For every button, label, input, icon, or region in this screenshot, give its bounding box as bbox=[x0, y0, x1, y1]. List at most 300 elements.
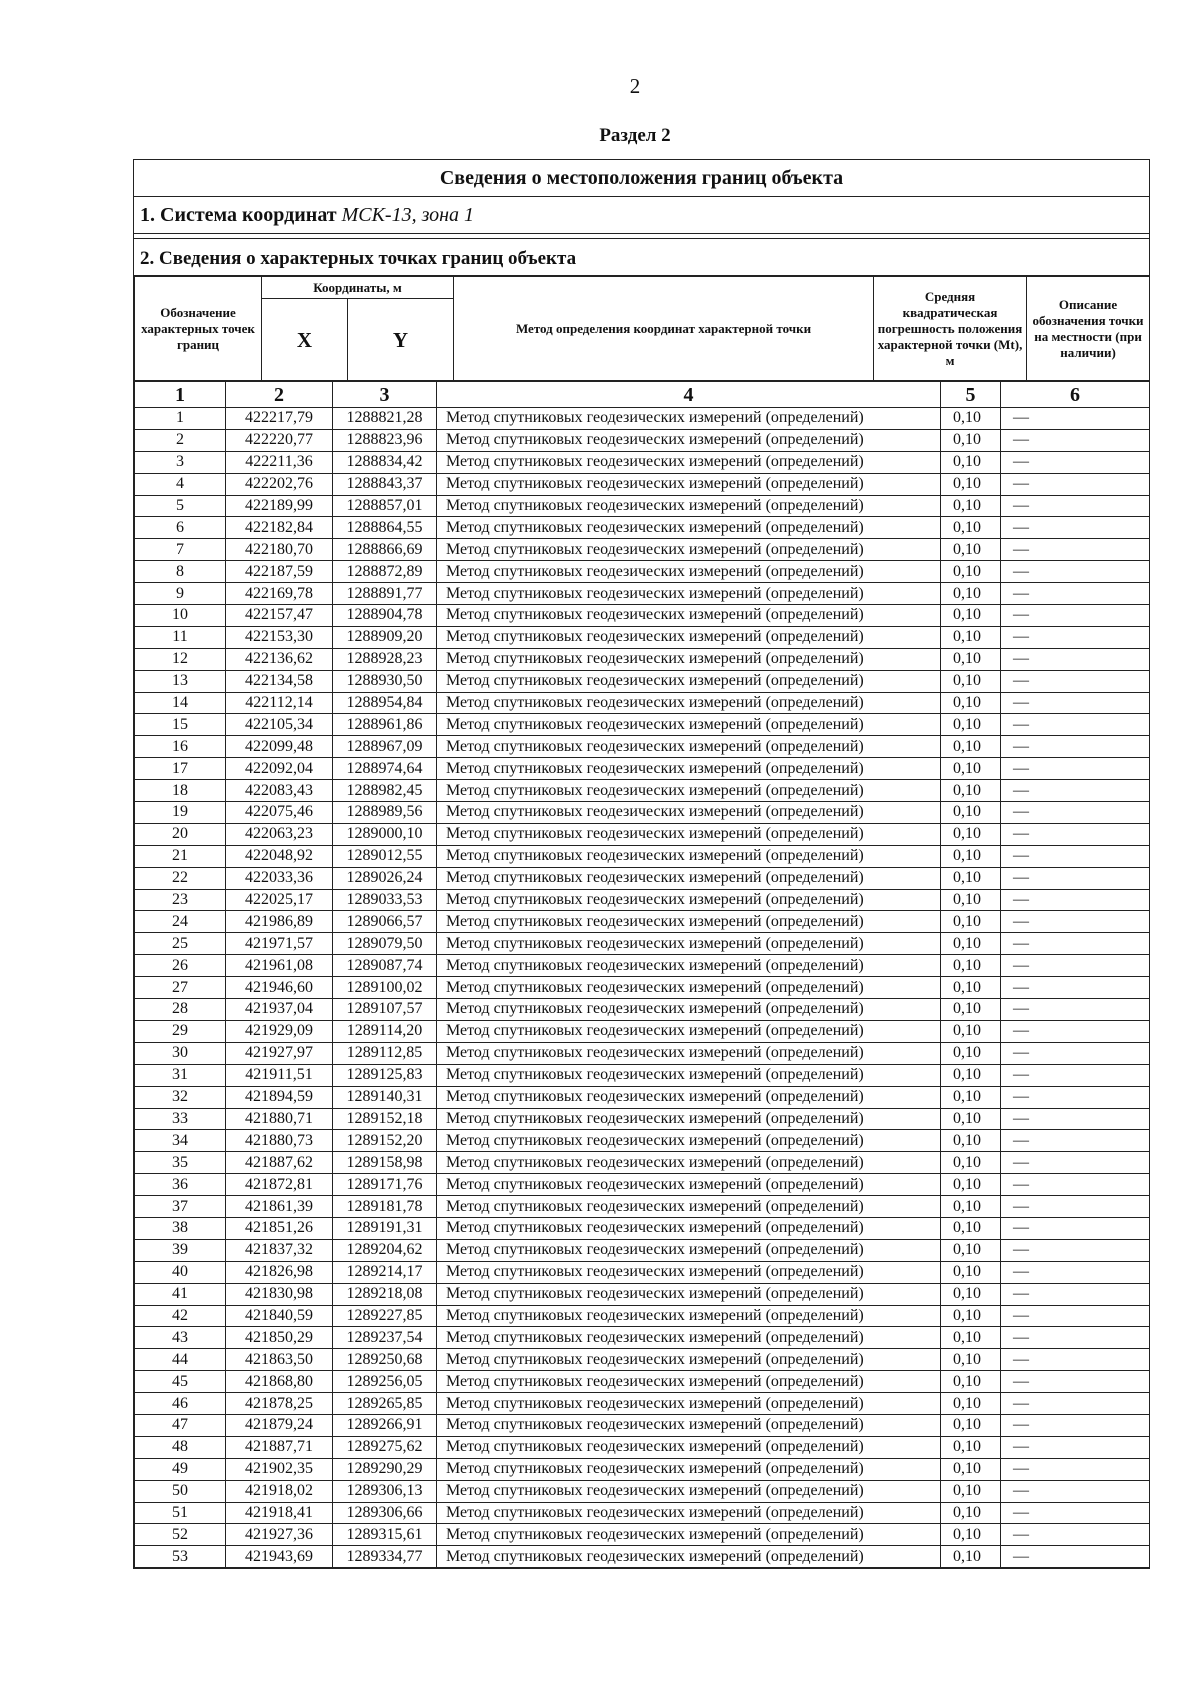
coord-x: 422220,77 bbox=[226, 429, 333, 451]
point-number: 36 bbox=[135, 1174, 226, 1196]
accuracy-cell: 0,10 bbox=[941, 1042, 1001, 1064]
coord-x: 421946,60 bbox=[226, 977, 333, 999]
method-cell: Метод спутниковых геодезических измерений (определений) bbox=[437, 1327, 941, 1349]
method-cell: Метод спутниковых геодезических измерений (определений) bbox=[437, 1064, 941, 1086]
method-cell: Метод спутниковых геодезических измерений (определений) bbox=[437, 1196, 941, 1218]
point-number: 35 bbox=[135, 1152, 226, 1174]
method-cell: Метод спутниковых геодезических измерений (определений) bbox=[437, 408, 941, 430]
accuracy-cell: 0,10 bbox=[941, 1239, 1001, 1261]
coord-y: 1289107,57 bbox=[333, 999, 437, 1021]
method-cell: Метод спутниковых геодезических измерений (определений) bbox=[437, 561, 941, 583]
description-cell: — bbox=[1001, 714, 1150, 736]
coord-x: 421929,09 bbox=[226, 1020, 333, 1042]
coord-y: 1289265,85 bbox=[333, 1393, 437, 1415]
description-cell: — bbox=[1001, 583, 1150, 605]
coord-y: 1289227,85 bbox=[333, 1305, 437, 1327]
method-cell: Метод спутниковых геодезических измерений (определений) bbox=[437, 1393, 941, 1415]
coord-y: 1288821,28 bbox=[333, 408, 437, 430]
point-number: 52 bbox=[135, 1524, 226, 1546]
description-cell: — bbox=[1001, 670, 1150, 692]
header-designation: Обозначение характерных точек границ bbox=[135, 277, 262, 381]
coord-y: 1288891,77 bbox=[333, 583, 437, 605]
point-number: 3 bbox=[135, 451, 226, 473]
method-cell: Метод спутниковых геодезических измерений (определений) bbox=[437, 1108, 941, 1130]
coord-x: 421878,25 bbox=[226, 1393, 333, 1415]
coord-x: 422211,36 bbox=[226, 451, 333, 473]
coord-x: 422189,99 bbox=[226, 495, 333, 517]
point-number: 51 bbox=[135, 1502, 226, 1524]
coord-x: 421961,08 bbox=[226, 955, 333, 977]
point-number: 6 bbox=[135, 517, 226, 539]
coord-y: 1288872,89 bbox=[333, 561, 437, 583]
coord-x: 421894,59 bbox=[226, 1086, 333, 1108]
coord-y: 1288989,56 bbox=[333, 802, 437, 824]
coord-x: 421826,98 bbox=[226, 1261, 333, 1283]
coord-x: 421902,35 bbox=[226, 1458, 333, 1480]
description-cell: — bbox=[1001, 495, 1150, 517]
accuracy-cell: 0,10 bbox=[941, 1327, 1001, 1349]
method-cell: Метод спутниковых геодезических измерений (определений) bbox=[437, 1305, 941, 1327]
accuracy-cell: 0,10 bbox=[941, 780, 1001, 802]
table-row bbox=[135, 561, 1150, 583]
description-cell: — bbox=[1001, 605, 1150, 627]
table-row bbox=[135, 648, 1150, 670]
method-cell: Метод спутниковых геодезических измерений (определений) bbox=[437, 911, 941, 933]
coord-y: 1289237,54 bbox=[333, 1327, 437, 1349]
coord-x: 422134,58 bbox=[226, 670, 333, 692]
col-number: 5 bbox=[941, 382, 1001, 408]
accuracy-cell: 0,10 bbox=[941, 626, 1001, 648]
coord-x: 421850,29 bbox=[226, 1327, 333, 1349]
method-cell: Метод спутниковых геодезических измерений (определений) bbox=[437, 977, 941, 999]
description-cell: — bbox=[1001, 473, 1150, 495]
coord-x: 422033,36 bbox=[226, 867, 333, 889]
table-row bbox=[135, 1152, 1150, 1174]
coord-y: 1288904,78 bbox=[333, 605, 437, 627]
coord-y: 1289112,85 bbox=[333, 1042, 437, 1064]
method-cell: Метод спутниковых геодезических измерений (определений) bbox=[437, 1086, 941, 1108]
table-row bbox=[135, 1502, 1150, 1524]
header-accuracy: Средняя квадратическая погрешность положения характерной точки (Mt), м bbox=[874, 277, 1027, 381]
method-cell: Метод спутниковых геодезических измерений (определений) bbox=[437, 1546, 941, 1568]
coord-y: 1288930,50 bbox=[333, 670, 437, 692]
description-cell: — bbox=[1001, 1261, 1150, 1283]
coord-x: 422099,48 bbox=[226, 736, 333, 758]
method-cell: Метод спутниковых геодезических измерений (определений) bbox=[437, 736, 941, 758]
header-coordinates: Координаты, м bbox=[262, 277, 454, 299]
point-number: 25 bbox=[135, 933, 226, 955]
method-cell: Метод спутниковых геодезических измерений (определений) bbox=[437, 867, 941, 889]
description-cell: — bbox=[1001, 1546, 1150, 1568]
description-cell: — bbox=[1001, 999, 1150, 1021]
coord-x: 421851,26 bbox=[226, 1217, 333, 1239]
table-row bbox=[135, 1239, 1150, 1261]
accuracy-cell: 0,10 bbox=[941, 1196, 1001, 1218]
coord-y: 1289218,08 bbox=[333, 1283, 437, 1305]
method-cell: Метод спутниковых геодезических измерений (определений) bbox=[437, 473, 941, 495]
point-number: 43 bbox=[135, 1327, 226, 1349]
table-row bbox=[135, 1130, 1150, 1152]
coord-y: 1288909,20 bbox=[333, 626, 437, 648]
method-cell: Метод спутниковых геодезических измерений (определений) bbox=[437, 1458, 941, 1480]
coord-y: 1289152,18 bbox=[333, 1108, 437, 1130]
table-row bbox=[135, 911, 1150, 933]
description-cell: — bbox=[1001, 1458, 1150, 1480]
accuracy-cell: 0,10 bbox=[941, 845, 1001, 867]
coord-x: 421971,57 bbox=[226, 933, 333, 955]
accuracy-cell: 0,10 bbox=[941, 429, 1001, 451]
coord-y: 1288834,42 bbox=[333, 451, 437, 473]
table-row bbox=[135, 1064, 1150, 1086]
table-row bbox=[135, 977, 1150, 999]
description-cell: — bbox=[1001, 1349, 1150, 1371]
coord-y: 1288864,55 bbox=[333, 517, 437, 539]
method-cell: Метод спутниковых геодезических измерений (определений) bbox=[437, 955, 941, 977]
table-row bbox=[135, 1436, 1150, 1458]
page-number: 2 bbox=[629, 74, 641, 98]
table-row bbox=[135, 1480, 1150, 1502]
method-cell: Метод спутниковых геодезических измерений (определений) bbox=[437, 1349, 941, 1371]
method-cell: Метод спутниковых геодезических измерений (определений) bbox=[437, 429, 941, 451]
description-cell: — bbox=[1001, 451, 1150, 473]
point-number: 20 bbox=[135, 823, 226, 845]
accuracy-cell: 0,10 bbox=[941, 1108, 1001, 1130]
accuracy-cell: 0,10 bbox=[941, 473, 1001, 495]
method-cell: Метод спутниковых геодезических измерений (определений) bbox=[437, 1130, 941, 1152]
coord-y: 1289214,17 bbox=[333, 1261, 437, 1283]
point-number: 10 bbox=[135, 605, 226, 627]
point-number: 49 bbox=[135, 1458, 226, 1480]
description-cell: — bbox=[1001, 1371, 1150, 1393]
point-number: 48 bbox=[135, 1436, 226, 1458]
description-cell: — bbox=[1001, 1086, 1150, 1108]
point-number: 15 bbox=[135, 714, 226, 736]
method-cell: Метод спутниковых геодезических измерений (определений) bbox=[437, 626, 941, 648]
table-row bbox=[135, 867, 1150, 889]
description-cell: — bbox=[1001, 1196, 1150, 1218]
description-cell: — bbox=[1001, 692, 1150, 714]
table-row bbox=[135, 605, 1150, 627]
coord-y: 1288843,37 bbox=[333, 473, 437, 495]
table-row bbox=[135, 823, 1150, 845]
point-number: 46 bbox=[135, 1393, 226, 1415]
coord-y: 1289033,53 bbox=[333, 889, 437, 911]
coord-x: 421918,02 bbox=[226, 1480, 333, 1502]
coord-y: 1289100,02 bbox=[333, 977, 437, 999]
description-cell: — bbox=[1001, 867, 1150, 889]
method-cell: Метод спутниковых геодезических измерений (определений) bbox=[437, 1283, 941, 1305]
description-cell: — bbox=[1001, 1108, 1150, 1130]
method-cell: Метод спутниковых геодезических измерений (определений) bbox=[437, 999, 941, 1021]
point-number: 5 bbox=[135, 495, 226, 517]
point-number: 14 bbox=[135, 692, 226, 714]
coord-x: 421830,98 bbox=[226, 1283, 333, 1305]
point-number: 42 bbox=[135, 1305, 226, 1327]
point-number: 18 bbox=[135, 780, 226, 802]
coord-y: 1289012,55 bbox=[333, 845, 437, 867]
accuracy-cell: 0,10 bbox=[941, 1305, 1001, 1327]
accuracy-cell: 0,10 bbox=[941, 1349, 1001, 1371]
point-number: 50 bbox=[135, 1480, 226, 1502]
accuracy-cell: 0,10 bbox=[941, 1064, 1001, 1086]
point-number: 31 bbox=[135, 1064, 226, 1086]
accuracy-cell: 0,10 bbox=[941, 408, 1001, 430]
coord-x: 422025,17 bbox=[226, 889, 333, 911]
description-cell: — bbox=[1001, 1217, 1150, 1239]
table-row bbox=[135, 1305, 1150, 1327]
coord-y: 1288823,96 bbox=[333, 429, 437, 451]
coord-y: 1289306,66 bbox=[333, 1502, 437, 1524]
method-cell: Метод спутниковых геодезических измерений (определений) bbox=[437, 823, 941, 845]
description-cell: — bbox=[1001, 736, 1150, 758]
description-cell: — bbox=[1001, 648, 1150, 670]
coord-y: 1289026,24 bbox=[333, 867, 437, 889]
coord-y: 1289087,74 bbox=[333, 955, 437, 977]
point-number: 16 bbox=[135, 736, 226, 758]
col-number: 4 bbox=[437, 382, 941, 408]
point-number: 28 bbox=[135, 999, 226, 1021]
point-number: 4 bbox=[135, 473, 226, 495]
table-row bbox=[135, 845, 1150, 867]
method-cell: Метод спутниковых геодезических измерений (определений) bbox=[437, 1414, 941, 1436]
points-table bbox=[134, 381, 1150, 1568]
coord-x: 422202,76 bbox=[226, 473, 333, 495]
point-number: 2 bbox=[135, 429, 226, 451]
method-cell: Метод спутниковых геодезических измерений (определений) bbox=[437, 889, 941, 911]
coord-y: 1289275,62 bbox=[333, 1436, 437, 1458]
accuracy-cell: 0,10 bbox=[941, 561, 1001, 583]
point-number: 29 bbox=[135, 1020, 226, 1042]
table-row bbox=[135, 1393, 1150, 1415]
accuracy-cell: 0,10 bbox=[941, 1546, 1001, 1568]
description-cell: — bbox=[1001, 845, 1150, 867]
accuracy-cell: 0,10 bbox=[941, 670, 1001, 692]
coord-y: 1289114,20 bbox=[333, 1020, 437, 1042]
accuracy-cell: 0,10 bbox=[941, 539, 1001, 561]
coord-x: 421943,69 bbox=[226, 1546, 333, 1568]
method-cell: Метод спутниковых геодезических измерений (определений) bbox=[437, 670, 941, 692]
description-cell: — bbox=[1001, 1130, 1150, 1152]
method-cell: Метод спутниковых геодезических измерений (определений) bbox=[437, 845, 941, 867]
description-cell: — bbox=[1001, 517, 1150, 539]
method-cell: Метод спутниковых геодезических измерений (определений) bbox=[437, 583, 941, 605]
point-number: 33 bbox=[135, 1108, 226, 1130]
accuracy-cell: 0,10 bbox=[941, 1020, 1001, 1042]
col-number: 6 bbox=[1001, 382, 1150, 408]
column-number-row bbox=[135, 382, 1150, 408]
coord-x: 422092,04 bbox=[226, 758, 333, 780]
coord-x: 422136,62 bbox=[226, 648, 333, 670]
coord-x: 421937,04 bbox=[226, 999, 333, 1021]
accuracy-cell: 0,10 bbox=[941, 583, 1001, 605]
table-row bbox=[135, 714, 1150, 736]
method-cell: Метод спутниковых геодезических измерений (определений) bbox=[437, 714, 941, 736]
coord-y: 1289315,61 bbox=[333, 1524, 437, 1546]
coord-y: 1289204,62 bbox=[333, 1239, 437, 1261]
coord-x: 421872,81 bbox=[226, 1174, 333, 1196]
accuracy-cell: 0,10 bbox=[941, 1152, 1001, 1174]
accuracy-cell: 0,10 bbox=[941, 736, 1001, 758]
method-cell: Метод спутниковых геодезических измерений (определений) bbox=[437, 802, 941, 824]
accuracy-cell: 0,10 bbox=[941, 1174, 1001, 1196]
coord-y: 1288961,86 bbox=[333, 714, 437, 736]
coord-y: 1289256,05 bbox=[333, 1371, 437, 1393]
method-cell: Метод спутниковых геодезических измерений (определений) bbox=[437, 1261, 941, 1283]
accuracy-cell: 0,10 bbox=[941, 1283, 1001, 1305]
description-cell: — bbox=[1001, 1152, 1150, 1174]
coord-y: 1288974,64 bbox=[333, 758, 437, 780]
coord-x: 422157,47 bbox=[226, 605, 333, 627]
table-row bbox=[135, 1261, 1150, 1283]
coord-system-label: 1. Система координат bbox=[140, 204, 342, 226]
accuracy-cell: 0,10 bbox=[941, 1086, 1001, 1108]
method-cell: Метод спутниковых геодезических измерений (определений) bbox=[437, 758, 941, 780]
accuracy-cell: 0,10 bbox=[941, 1436, 1001, 1458]
point-number: 53 bbox=[135, 1546, 226, 1568]
header-y: Y bbox=[348, 299, 454, 381]
method-cell: Метод спутниковых геодезических измерений (определений) bbox=[437, 539, 941, 561]
point-number: 9 bbox=[135, 583, 226, 605]
coord-y: 1288967,09 bbox=[333, 736, 437, 758]
table-row bbox=[135, 999, 1150, 1021]
point-number: 7 bbox=[135, 539, 226, 561]
table-row bbox=[135, 1086, 1150, 1108]
point-number: 41 bbox=[135, 1283, 226, 1305]
accuracy-cell: 0,10 bbox=[941, 999, 1001, 1021]
description-cell: — bbox=[1001, 1393, 1150, 1415]
point-number: 39 bbox=[135, 1239, 226, 1261]
coord-x: 421840,59 bbox=[226, 1305, 333, 1327]
coord-y: 1289066,57 bbox=[333, 911, 437, 933]
point-number: 47 bbox=[135, 1414, 226, 1436]
header-x: X bbox=[262, 299, 348, 381]
accuracy-cell: 0,10 bbox=[941, 802, 1001, 824]
point-number: 26 bbox=[135, 955, 226, 977]
point-number: 17 bbox=[135, 758, 226, 780]
coord-x: 421868,80 bbox=[226, 1371, 333, 1393]
table-row bbox=[135, 451, 1150, 473]
coord-system-value: МСК-13, зона 1 bbox=[341, 204, 475, 226]
coord-x: 421911,51 bbox=[226, 1064, 333, 1086]
coord-y: 1288982,45 bbox=[333, 780, 437, 802]
point-number: 30 bbox=[135, 1042, 226, 1064]
coord-x: 422105,34 bbox=[226, 714, 333, 736]
description-cell: — bbox=[1001, 539, 1150, 561]
description-cell: — bbox=[1001, 1020, 1150, 1042]
coord-x: 421918,41 bbox=[226, 1502, 333, 1524]
method-cell: Метод спутниковых геодезических измерений (определений) bbox=[437, 1371, 941, 1393]
accuracy-cell: 0,10 bbox=[941, 1414, 1001, 1436]
boundary-info-table bbox=[133, 159, 1150, 1569]
point-number: 45 bbox=[135, 1371, 226, 1393]
point-number: 37 bbox=[135, 1196, 226, 1218]
accuracy-cell: 0,10 bbox=[941, 1261, 1001, 1283]
coord-x: 422182,84 bbox=[226, 517, 333, 539]
accuracy-cell: 0,10 bbox=[941, 1130, 1001, 1152]
table-row bbox=[135, 429, 1150, 451]
point-number: 40 bbox=[135, 1261, 226, 1283]
description-cell: — bbox=[1001, 977, 1150, 999]
accuracy-cell: 0,10 bbox=[941, 933, 1001, 955]
coord-y: 1289290,29 bbox=[333, 1458, 437, 1480]
method-cell: Метод спутниковых геодезических измерений (определений) bbox=[437, 451, 941, 473]
coord-x: 422083,43 bbox=[226, 780, 333, 802]
table-row bbox=[135, 517, 1150, 539]
method-cell: Метод спутниковых геодезических измерений (определений) bbox=[437, 1502, 941, 1524]
coord-x: 421887,62 bbox=[226, 1152, 333, 1174]
description-cell: — bbox=[1001, 626, 1150, 648]
coord-y: 1289191,31 bbox=[333, 1217, 437, 1239]
description-cell: — bbox=[1001, 758, 1150, 780]
accuracy-cell: 0,10 bbox=[941, 911, 1001, 933]
accuracy-cell: 0,10 bbox=[941, 692, 1001, 714]
table-row bbox=[135, 933, 1150, 955]
description-cell: — bbox=[1001, 1283, 1150, 1305]
method-cell: Метод спутниковых геодезических измерений (определений) bbox=[437, 1217, 941, 1239]
coord-x: 422217,79 bbox=[226, 408, 333, 430]
description-cell: — bbox=[1001, 1305, 1150, 1327]
description-cell: — bbox=[1001, 561, 1150, 583]
coord-y: 1289000,10 bbox=[333, 823, 437, 845]
point-number: 22 bbox=[135, 867, 226, 889]
method-cell: Метод спутниковых геодезических измерений (определений) bbox=[437, 1020, 941, 1042]
table-row bbox=[135, 1283, 1150, 1305]
coord-y: 1289171,76 bbox=[333, 1174, 437, 1196]
table-row bbox=[135, 802, 1150, 824]
description-cell: — bbox=[1001, 1524, 1150, 1546]
coord-x: 421887,71 bbox=[226, 1436, 333, 1458]
table-row bbox=[135, 780, 1150, 802]
coord-x: 421863,50 bbox=[226, 1349, 333, 1371]
coord-y: 1289250,68 bbox=[333, 1349, 437, 1371]
coord-x: 422153,30 bbox=[226, 626, 333, 648]
description-cell: — bbox=[1001, 1502, 1150, 1524]
description-cell: — bbox=[1001, 955, 1150, 977]
point-number: 38 bbox=[135, 1217, 226, 1239]
coord-y: 1289079,50 bbox=[333, 933, 437, 955]
accuracy-cell: 0,10 bbox=[941, 1524, 1001, 1546]
table-row bbox=[135, 1042, 1150, 1064]
method-cell: Метод спутниковых геодезических измерений (определений) bbox=[437, 1152, 941, 1174]
coord-y: 1288857,01 bbox=[333, 495, 437, 517]
coord-y: 1289266,91 bbox=[333, 1414, 437, 1436]
accuracy-cell: 0,10 bbox=[941, 867, 1001, 889]
table-row bbox=[135, 583, 1150, 605]
description-cell: — bbox=[1001, 408, 1150, 430]
table-row bbox=[135, 889, 1150, 911]
description-cell: — bbox=[1001, 1064, 1150, 1086]
accuracy-cell: 0,10 bbox=[941, 823, 1001, 845]
table-row bbox=[135, 1371, 1150, 1393]
table-row bbox=[135, 1196, 1150, 1218]
accuracy-cell: 0,10 bbox=[941, 714, 1001, 736]
method-cell: Метод спутниковых геодезических измерений (определений) bbox=[437, 517, 941, 539]
coord-y: 1289306,13 bbox=[333, 1480, 437, 1502]
accuracy-cell: 0,10 bbox=[941, 605, 1001, 627]
accuracy-cell: 0,10 bbox=[941, 955, 1001, 977]
description-cell: — bbox=[1001, 780, 1150, 802]
table-row bbox=[135, 1414, 1150, 1436]
point-number: 13 bbox=[135, 670, 226, 692]
description-cell: — bbox=[1001, 1239, 1150, 1261]
method-cell: Метод спутниковых геодезических измерений (определений) bbox=[437, 933, 941, 955]
section-title: Раздел 2 bbox=[599, 125, 671, 146]
table-row bbox=[135, 1174, 1150, 1196]
description-cell: — bbox=[1001, 1436, 1150, 1458]
coord-x: 422063,23 bbox=[226, 823, 333, 845]
accuracy-cell: 0,10 bbox=[941, 889, 1001, 911]
accuracy-cell: 0,10 bbox=[941, 517, 1001, 539]
